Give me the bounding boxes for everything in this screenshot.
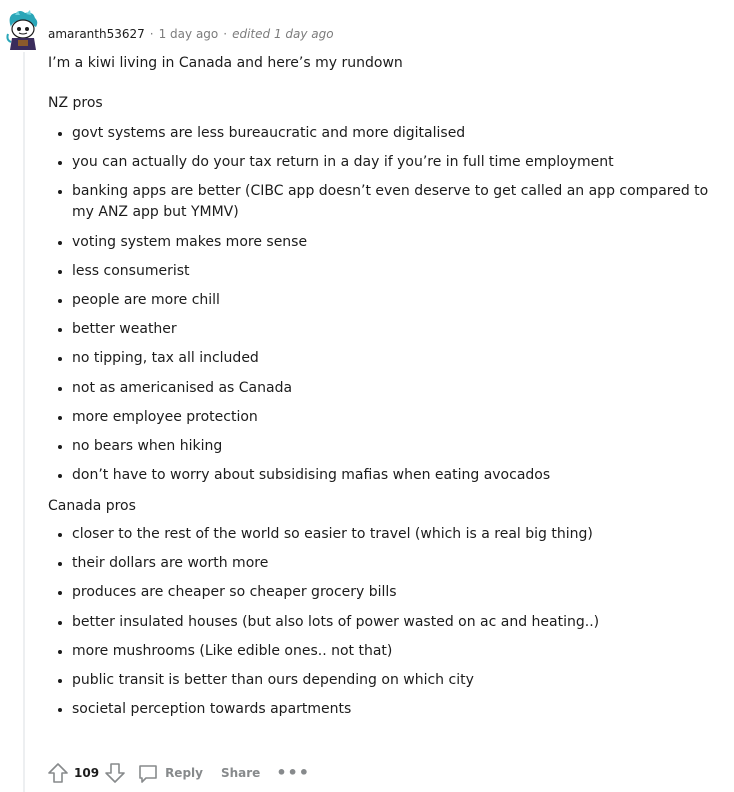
reply-button[interactable]	[135, 760, 205, 786]
separator-dot: ·	[149, 27, 154, 41]
share-label: Share	[220, 766, 261, 780]
comment-body	[48, 53, 728, 728]
thread-line[interactable]	[23, 52, 25, 792]
share-button[interactable]	[213, 764, 262, 782]
upvote-arrow-icon	[47, 762, 69, 784]
list-item: • their dollars are worth more	[72, 553, 728, 574]
author-link[interactable]: amaranth53627	[48, 27, 145, 41]
list-item: • closer to the rest of the world so easier to travel (which is a real big thing)	[72, 524, 728, 545]
list-item: • don’t have to worry about subsidising mafias when eating avocados	[72, 465, 728, 486]
list-item: • people are more chill	[72, 290, 728, 311]
list-item: • produces are cheaper so cheaper grocery bills	[72, 582, 728, 603]
downvote-button[interactable]	[103, 761, 127, 785]
section-title-nz: NZ pros	[48, 95, 103, 111]
comment-header	[48, 25, 334, 43]
list-item: • more employee protection	[72, 407, 728, 428]
speech-bubble-icon	[137, 762, 159, 784]
avatar[interactable]	[6, 10, 40, 50]
upvote-button[interactable]	[46, 761, 70, 785]
comment-intro: I’m a kiwi living in Canada and here’s my rundown	[48, 55, 403, 71]
section-title-canada: Canada pros	[48, 498, 136, 515]
list-item: • banking apps are better (CIBC app doesn’t even deserve to get called an app compared to my ANZ app but YMMV)	[72, 181, 728, 223]
list-item: • more mushrooms (Like edible ones.. not that)	[72, 641, 728, 662]
more-dots-icon[interactable]: •••	[276, 763, 310, 782]
separator-dot: ·	[223, 27, 228, 41]
timestamp[interactable]: 1 day ago	[158, 27, 219, 41]
list-item: • societal perception towards apartments	[72, 699, 728, 720]
list-item: • not as americanised as Canada	[72, 378, 728, 399]
list-item: • you can actually do your tax return in a day if you’re in full time employment	[72, 152, 728, 173]
edited-label: edited 1 day ago	[232, 27, 334, 41]
list-item: • no tipping, tax all included	[72, 348, 728, 369]
list-item: • public transit is better than ours depending on which city	[72, 670, 728, 691]
avatar-snoo-icon	[6, 10, 40, 50]
nz-pros-list	[48, 123, 728, 486]
reply-label: Reply	[165, 766, 203, 780]
list-item: • better insulated houses (but also lots of power wasted on ac and heating..)	[72, 612, 728, 633]
list-item: • voting system makes more sense	[72, 232, 728, 253]
downvote-arrow-icon	[104, 762, 126, 784]
list-item: • no bears when hiking	[72, 436, 728, 457]
list-item: • better weather	[72, 319, 728, 340]
list-item: • govt systems are less bureaucratic and more digitalised	[72, 123, 728, 144]
list-item: • less consumerist	[72, 261, 728, 282]
comment-actions	[46, 760, 310, 786]
vote-score: 109	[74, 766, 100, 780]
canada-pros-list	[48, 524, 728, 720]
